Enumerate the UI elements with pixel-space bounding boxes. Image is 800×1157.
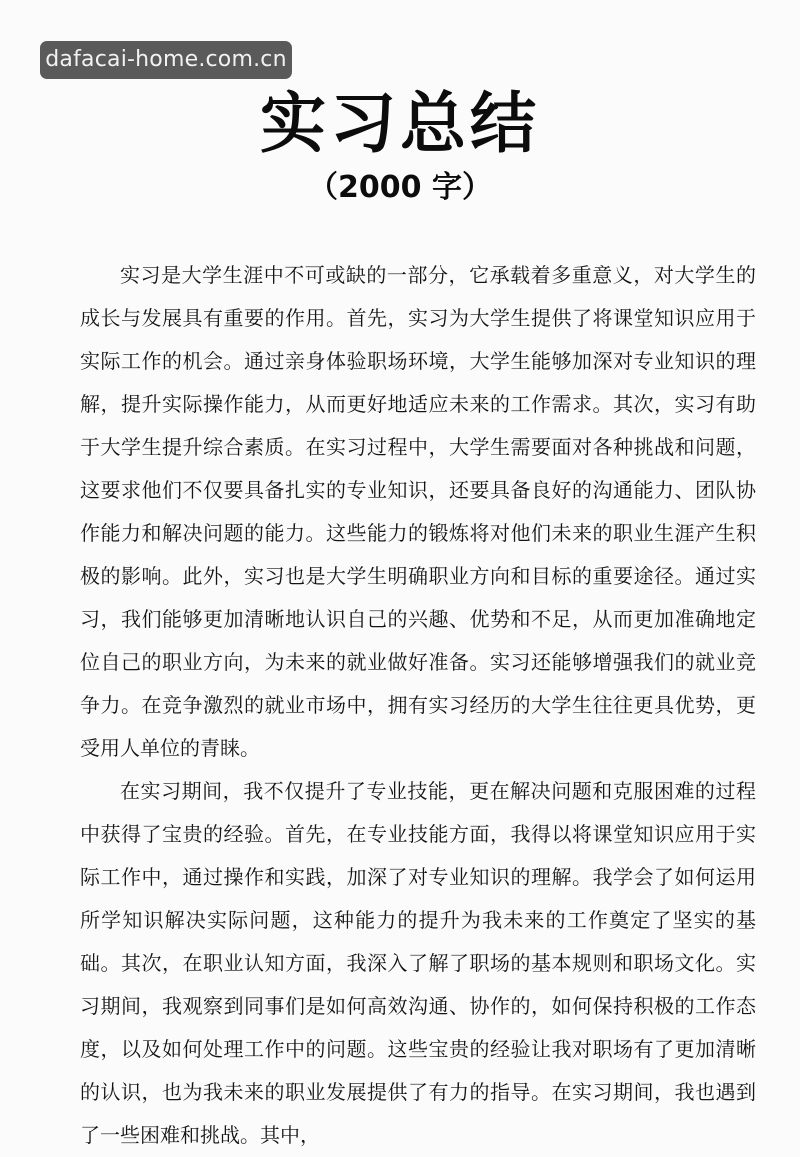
page-title: 实习总结 bbox=[260, 85, 540, 162]
watermark-label: dafacai-home.com.cn bbox=[40, 41, 292, 79]
paragraph-1: 实习是大学生涯中不可或缺的一部分，它承载着多重意义，对大学生的成长与发展具有重要的作用。首先，实习为大学生提供了将课堂知识应用于实际工作的机会。通过亲身体验职场环境，大学生能够加深对专业知识的理解，提升实际操作能力，从而更好地适应未来的工作需求。其次，实习有助于大学生提升综合素质。在实习过程中，大学生需要面对各种挑战和问题，这要求他们不仅要具备扎实的专业知识，还要具备良好的沟通能力、团队协作能力和解决问题的能力。这些能力的锻炼将对他们未来的职业生涯产生积极的影响。此外，实习也是大学生明确职业方向和目标的重要途径。通过实习，我们能够更加清晰地认识自己的兴趣、优势和不足，从而更加准确地定位自己的职业方向，为未来的就业做好准备。实习还能够增强我们的就业竞争力。在竞争激烈的就业市场中，拥有实习经历的大学生往往更具优势，更受用人单位的青睐。 bbox=[80, 263, 756, 760]
paragraph-2: 在实习期间，我不仅提升了专业技能，更在解决问题和克服困难的过程中获得了宝贵的经验。首先，在专业技能方面，我得以将课堂知识应用于实际工作中，通过操作和实践，加深了对专业知识的理解。我学会了如何运用所学知识解决实际问题，这种能力的提升为我未来的工作奠定了坚实的基础。其次，在职业认知方面，我深入了解了职场的基本规则和职场文化。实习期间，我观察到同事们是如何高效沟通、协作的，如何保持积极的工作态度，以及如何处理工作中的问题。这些宝贵的经验让我对职场有了更加清晰的认识，也为我未来的职业发展提供了有力的指导。在实习期间，我也遇到了一些困难和挑战。其中， bbox=[80, 779, 756, 1147]
page-subtitle: （2000 字） bbox=[308, 170, 492, 205]
document-body bbox=[80, 254, 756, 1157]
